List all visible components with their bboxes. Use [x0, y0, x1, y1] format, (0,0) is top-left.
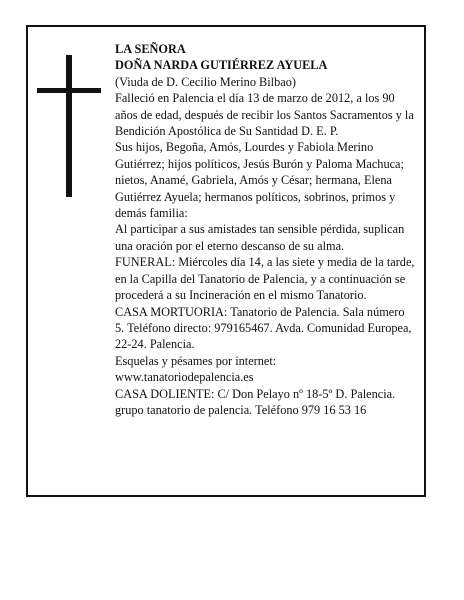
- widow-of: (Viuda de D. Cecilio Merino Bilbao): [115, 74, 296, 89]
- cross-icon: [66, 55, 72, 197]
- mortuary-house: CASA MORTUORIA: Tanatorio de Palencia. Sala número 5. Teléfono directo: 979165467. Avda. Comunidad Europea, 22-24. Palencia.: [115, 304, 412, 352]
- obituary-text: [115, 41, 415, 418]
- mourning-house: CASA DOLIENTE: C/ Don Pelayo nº 18-5º D. Palencia.: [115, 386, 396, 401]
- obituary-notice: [26, 25, 426, 497]
- prayer-request: Al participar a sus amistades tan sensible pérdida, suplican una oración por el eterno descanso de su alma.: [115, 222, 405, 253]
- funeral-details: FUNERAL: Miércoles día 14, a las siete y media de la tarde, en la Capilla del Tanatorio de Palencia, y a continuación se procederá a su Incineración en el mismo Tanatorio.: [115, 255, 415, 303]
- online-condolences: Esquelas y pésames por internet: www.tanatoriodepalencia.es: [115, 353, 277, 385]
- cross-icon-bar: [37, 88, 101, 93]
- funeral-home-footer: grupo tanatorio de palencia. Teléfono 979 16 53 16: [115, 402, 367, 417]
- obituary-title: LA SEÑORA: [115, 42, 186, 56]
- death-notice: Falleció en Palencia el día 13 de marzo de 2012, a los 90 años de edad, después de recibir los Santos Sacramentos y la Bendición Apostólica de Su Santidad D. E. P.: [115, 91, 414, 139]
- family-list: Sus hijos, Begoña, Amós, Lourdes y Fabiola Merino Gutiérrez; hijos políticos, Jesús Burón y Paloma Machuca; nietos, Anamé, Gabriela, Amós y César; hermana, Elena Gutiérrez Ayuela; hermanos políticos, sobrinos, primos y demás familia:: [115, 140, 404, 221]
- deceased-name: DOÑA NARDA GUTIÉRREZ AYUELA: [115, 58, 328, 73]
